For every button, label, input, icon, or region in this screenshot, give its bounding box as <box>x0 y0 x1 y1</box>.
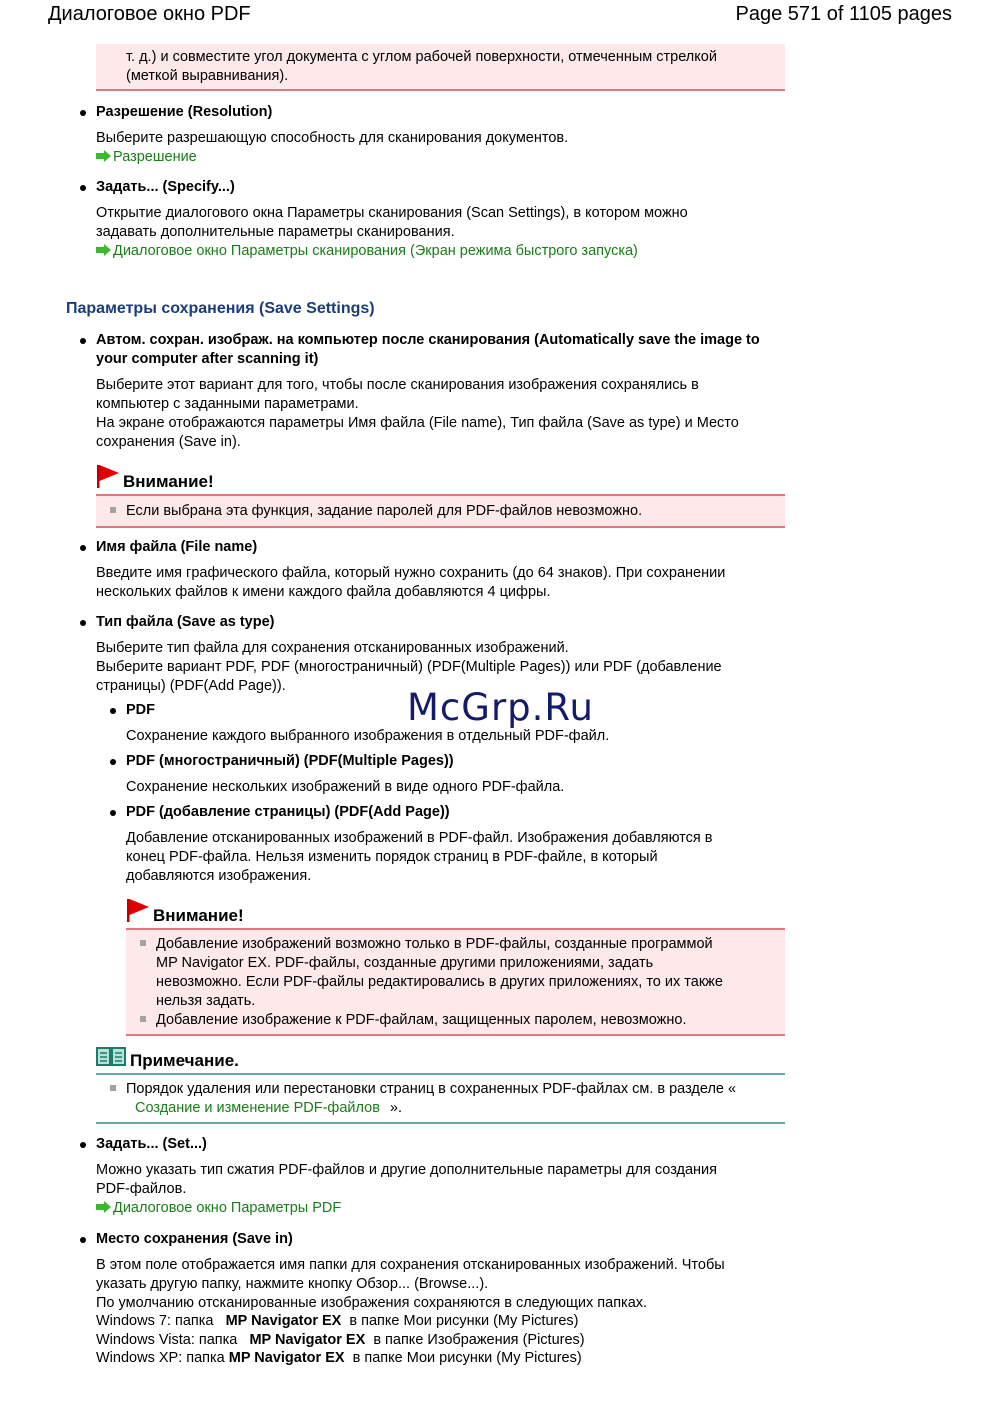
specify-text: Открытие диалогового окна Параметры сканирования (Scan Settings), в котором можно <box>96 205 688 221</box>
bullet <box>80 1142 86 1148</box>
bullet <box>80 185 86 191</box>
pdf-multi-option-title: PDF (многостраничный) (PDF(Multiple Pages)) <box>126 753 454 769</box>
caution-heading: Внимание! <box>123 472 214 491</box>
page-title: Диалоговое окно PDF <box>48 3 251 25</box>
filename-title: Имя файла (File name) <box>96 539 258 555</box>
pdf-multi-option-text: Сохранение нескольких изображений в виде одного PDF-файла. <box>126 779 565 795</box>
caution-text: т. д.) и совместите угол документа с углом рабочей поверхности, отмеченным стрелкой <box>126 49 717 65</box>
note-item <box>110 1080 736 1099</box>
savein-win7: Windows 7: папка MP Navigator EX в папке Мои рисунки (My Pictures) <box>96 1313 579 1329</box>
savein-title: Место сохранения (Save in) <box>96 1231 293 1247</box>
specify-title: Задать... (Specify...) <box>96 179 235 195</box>
caution-item <box>140 1011 686 1030</box>
autosave-title: your computer after scanning it) <box>96 351 319 367</box>
caution-box <box>126 928 785 1036</box>
savein-text: указать другую папку, нажмите кнопку Обзор... (Browse...). <box>96 1276 489 1292</box>
watermark-logo: McGrp.Ru <box>407 686 594 729</box>
autosave-text: На экране отображаются параметры Имя файла (File name), Тип файла (Save as type) и Место <box>96 415 739 431</box>
autosave-title: Автом. сохран. изображ. на компьютер после сканирования (Automatically save the image to <box>96 332 760 348</box>
set-text: PDF-файлов. <box>96 1181 187 1197</box>
caution-text: (меткой выравнивания). <box>126 68 289 84</box>
savein-text: В этом поле отображается имя папки для сохранения отсканированных изображений. Чтобы <box>96 1257 725 1273</box>
bullet <box>110 810 116 816</box>
bullet <box>80 338 86 344</box>
note-item-link-line <box>135 1099 402 1118</box>
square-bullet-icon <box>140 1016 146 1022</box>
pdf-option-text: Сохранение каждого выбранного изображения в отдельный PDF-файл. <box>126 728 610 744</box>
savein-text: По умолчанию отсканированные изображения сохраняются в следующих папках. <box>96 1295 648 1311</box>
specify-link-text[interactable]: Диалоговое окно Параметры сканирования (Экран режима быстрого запуска) <box>113 243 638 259</box>
savetype-text: Выберите тип файла для сохранения отсканированных изображений. <box>96 640 569 656</box>
pdf-option-title: PDF <box>126 702 155 718</box>
filename-text: нескольких файлов к имени каждого файла добавляются 4 цифры. <box>96 584 551 600</box>
specify-text: задавать дополнительные параметры сканирования. <box>96 224 455 240</box>
caution-item <box>140 935 713 954</box>
arrow-right-icon <box>96 244 112 256</box>
caution-item <box>110 502 642 521</box>
bullet <box>80 1237 86 1243</box>
bullet <box>80 545 86 551</box>
set-text: Можно указать тип сжатия PDF-файлов и другие дополнительные параметры для создания <box>96 1162 718 1178</box>
pdf-add-option-text: Добавление отсканированных изображений в PDF-файл. Изображения добавляются в <box>126 830 713 846</box>
autosave-text: сохранения (Save in). <box>96 434 241 450</box>
filename-text: Введите имя графического файла, который нужно сохранить (до 64 знаков). При сохранении <box>96 565 726 581</box>
bullet <box>110 708 116 714</box>
resolution-link[interactable] <box>96 148 197 167</box>
caution-item-text: нельзя задать. <box>156 993 256 1009</box>
square-bullet-icon <box>110 1085 116 1091</box>
caution-heading: Внимание! <box>153 906 244 925</box>
savetype-title: Тип файла (Save as type) <box>96 614 275 630</box>
resolution-text: Выберите разрешающую способность для сканирования документов. <box>96 130 569 146</box>
resolution-link-text[interactable]: Разрешение <box>113 149 197 165</box>
note-heading: Примечание. <box>130 1051 239 1070</box>
square-bullet-icon <box>110 507 116 513</box>
set-link[interactable] <box>96 1199 341 1218</box>
savetype-text: страницы) (PDF(Add Page)). <box>96 678 286 694</box>
book-icon <box>96 1046 126 1068</box>
caution-item-text: невозможно. Если PDF-файлы редактировались в других приложениях, то их также <box>156 974 723 990</box>
pdf-add-option-title: PDF (добавление страницы) (PDF(Add Page)) <box>126 804 450 820</box>
square-bullet-icon <box>140 940 146 946</box>
resolution-title: Разрешение (Resolution) <box>96 104 273 120</box>
caution-item-text: MP Navigator EX. PDF-файлы, созданные другими приложениями, задать <box>156 955 654 971</box>
note-link[interactable]: Создание и изменение PDF-файлов <box>135 1100 380 1116</box>
caution-box-continued <box>96 44 785 91</box>
note-box <box>96 1073 785 1124</box>
caution-item-text: Если выбрана эта функция, задание паролей для PDF-файлов невозможно. <box>126 503 643 519</box>
bullet <box>80 110 86 116</box>
specify-link[interactable] <box>96 242 638 261</box>
arrow-right-icon <box>96 150 112 162</box>
caution-flag-icon <box>96 464 120 488</box>
autosave-text: компьютер с заданными параметрами. <box>96 396 359 412</box>
pdf-add-option-text: конец PDF-файла. Нельзя изменить порядок страниц в PDF-файле, в который <box>126 849 658 865</box>
pdf-add-option-text: добавляются изображения. <box>126 868 312 884</box>
set-link-text[interactable]: Диалоговое окно Параметры PDF <box>113 1200 342 1216</box>
savetype-text: Выберите вариант PDF, PDF (многостраничный) (PDF(Multiple Pages)) или PDF (добавление <box>96 659 722 675</box>
caution-box <box>96 494 785 528</box>
caution-flag-icon <box>126 898 150 922</box>
note-item-text: ». <box>389 1100 403 1116</box>
autosave-text: Выберите этот вариант для того, чтобы после сканирования изображения сохранялись в <box>96 377 699 393</box>
caution-item-text: Добавление изображений возможно только в PDF-файлы, созданные программой <box>156 936 713 952</box>
set-title: Задать... (Set...) <box>96 1136 207 1152</box>
savein-xp: Windows XP: папка MP Navigator EX в папке Мои рисунки (My Pictures) <box>96 1350 582 1366</box>
section-heading-save-settings: Параметры сохранения (Save Settings) <box>66 300 375 317</box>
caution-item-text: Добавление изображение к PDF-файлам, защищенных паролем, невозможно. <box>156 1012 687 1028</box>
page-counter: Page 571 of 1105 pages <box>735 3 952 25</box>
arrow-right-icon <box>96 1201 112 1213</box>
savein-vista: Windows Vista: папка MP Navigator EX в папке Изображения (Pictures) <box>96 1332 585 1348</box>
bullet <box>110 759 116 765</box>
bullet <box>80 620 86 626</box>
note-item-text: Порядок удаления или перестановки страниц в сохраненных PDF-файлах см. в разделе « <box>126 1081 737 1097</box>
